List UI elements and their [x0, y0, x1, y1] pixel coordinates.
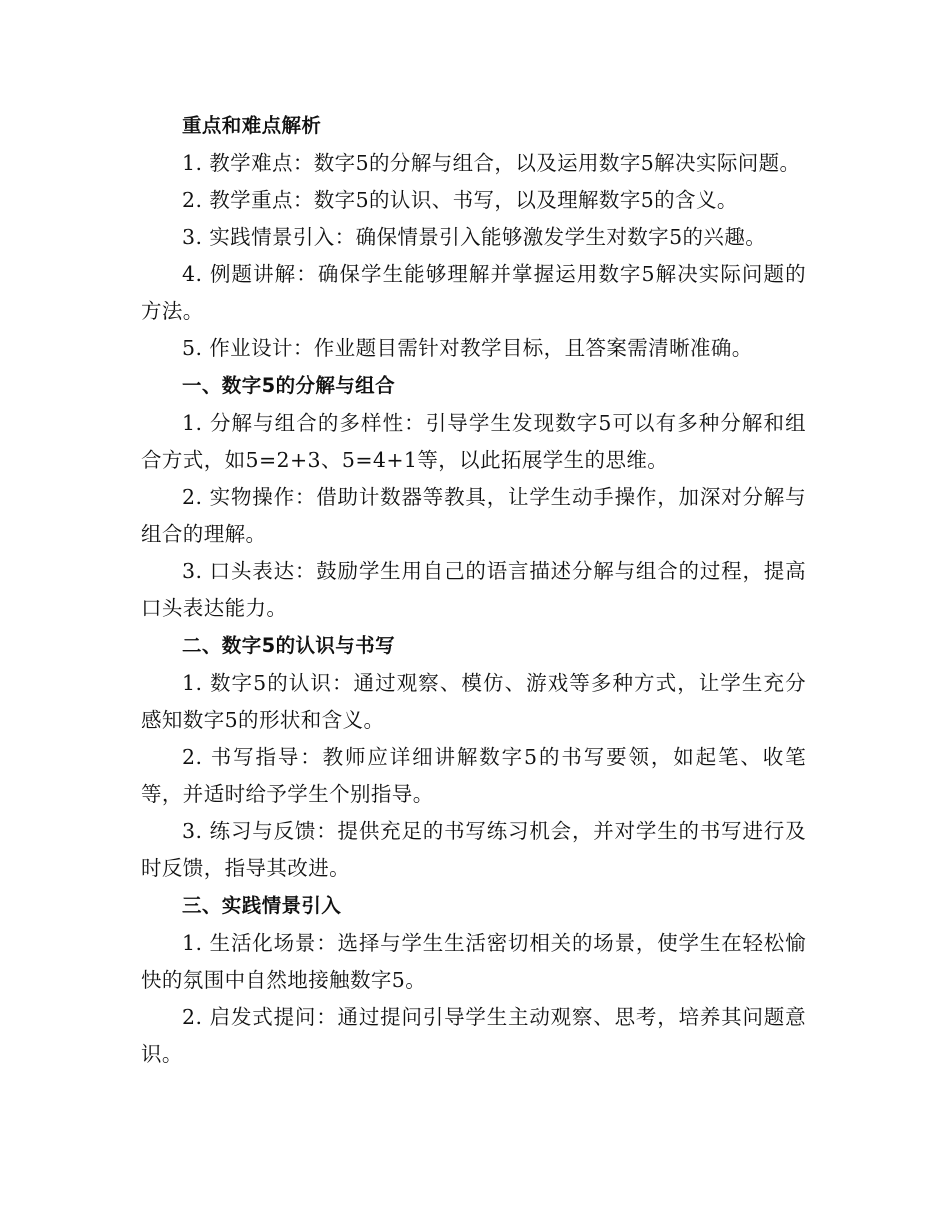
list-item: 1. 教学难点：数字5的分解与组合，以及运用数字5解决实际问题。 [182, 151, 801, 175]
section-heading: 二、数字5的认识与书写 [182, 634, 395, 657]
document-body [141, 107, 806, 1073]
list-item: 1. 生活化场景：选择与学生生活密切相关的场景，使学生在轻松愉快的氛围中自然地接触数字5。 [141, 931, 806, 992]
list-item: 2. 实物操作：借助计数器等教具，让学生动手操作，加深对分解与组合的理解。 [141, 485, 806, 546]
list-item: 1. 分解与组合的多样性：引导学生发现数字5可以有多种分解和组合方式，如5=2+3、5=4+1等，以此拓展学生的思维。 [141, 411, 806, 472]
list-item: 2. 书写指导：教师应详细讲解数字5的书写要领，如起笔、收笔等，并适时给予学生个别指导。 [141, 745, 806, 806]
list-item: 3. 实践情景引入：确保情景引入能够激发学生对数字5的兴趣。 [182, 225, 767, 249]
list-item: 4. 例题讲解：确保学生能够理解并掌握运用数字5解决实际问题的方法。 [141, 262, 806, 323]
list-item: 1. 数字5的认识：通过观察、模仿、游戏等多种方式，让学生充分感知数字5的形状和含义。 [141, 671, 806, 732]
section-heading: 一、数字5的分解与组合 [182, 374, 395, 397]
list-item: 3. 练习与反馈：提供充足的书写练习机会，并对学生的书写进行及时反馈，指导其改进。 [141, 819, 806, 880]
list-item: 3. 口头表达：鼓励学生用自己的语言描述分解与组合的过程，提高口头表达能力。 [141, 559, 806, 620]
list-item: 2. 启发式提问：通过提问引导学生主动观察、思考，培养其问题意识。 [141, 1005, 806, 1066]
section-heading: 重点和难点解析 [182, 114, 322, 137]
section-heading: 三、实践情景引入 [182, 894, 342, 917]
list-item: 2. 教学重点：数字5的认识、书写，以及理解数字5的含义。 [182, 188, 738, 212]
list-item: 5. 作业设计：作业题目需针对教学目标，且答案需清晰准确。 [182, 336, 753, 360]
